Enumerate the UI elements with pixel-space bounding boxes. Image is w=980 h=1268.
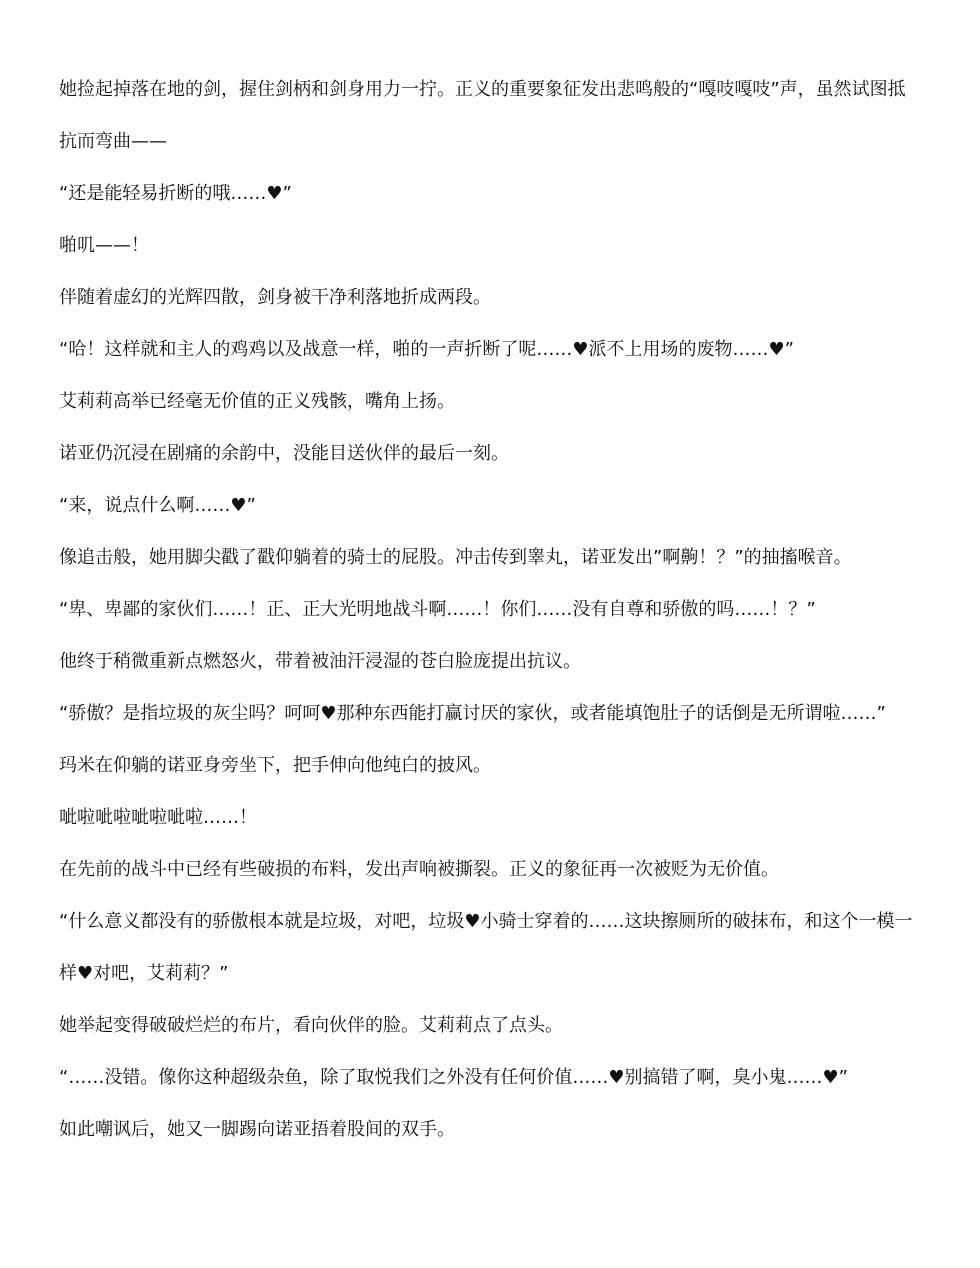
paragraph: 如此嘲讽后，她又一脚踢向诺亚捂着股间的双手。 xyxy=(59,1119,455,1140)
paragraph: “还是能轻易折断的哦……♥” xyxy=(59,183,292,204)
paragraph: “骄傲？是指垃圾的灰尘吗？呵呵♥那种东西能打赢讨厌的家伙，或者能填饱肚子的话倒是无所谓啦……” xyxy=(59,703,886,724)
paragraph: 呲啦呲啦呲啦呲啦……！ xyxy=(59,807,257,828)
paragraph: 她举起变得破破烂烂的布片，看向伙伴的脸。艾莉莉点了点头。 xyxy=(59,1015,563,1036)
paragraph: 艾莉莉高举已经毫无价值的正义残骸，嘴角上扬。 xyxy=(59,391,455,412)
paragraph: 像追击般，她用脚尖戳了戳仰躺着的骑士的屁股。冲击传到睾丸，诺亚发出”啊齁！？”的抽搐喉音。 xyxy=(59,547,852,568)
paragraph: “卑、卑鄙的家伙们……！正、正大光明地战斗啊……！你们……没有自尊和骄傲的吗……！？” xyxy=(59,599,816,620)
paragraph: 啪叽——！ xyxy=(59,235,149,256)
paragraph: 诺亚仍沉浸在剧痛的余韵中，没能目送伙伴的最后一刻。 xyxy=(59,443,509,464)
paragraph: 她捡起掉落在地的剑，握住剑柄和剑身用力一拧。正义的重要象征发出悲鸣般的“嘎吱嘎吱”声，虽然试图抵抗而弯曲—— xyxy=(59,79,906,152)
text-body xyxy=(59,64,921,1156)
paragraph: “什么意义都没有的骄傲根本就是垃圾，对吧，垃圾♥小骑士穿着的……这块擦厕所的破抹布，和这个一模一样♥对吧，艾莉莉？” xyxy=(59,911,913,984)
paragraph: 他终于稍微重新点燃怒火，带着被油汗浸湿的苍白脸庞提出抗议。 xyxy=(59,651,581,672)
paragraph: “来，说点什么啊……♥” xyxy=(59,495,256,516)
paragraph: 玛米在仰躺的诺亚身旁坐下，把手伸向他纯白的披风。 xyxy=(59,755,491,776)
paragraph: 伴随着虚幻的光辉四散，剑身被干净利落地折成两段。 xyxy=(59,287,491,308)
paragraph: 在先前的战斗中已经有些破损的布料，发出声响被撕裂。正义的象征再一次被贬为无价值。 xyxy=(59,859,779,880)
paragraph: “哈！这样就和主人的鸡鸡以及战意一样，啪的一声折断了呢……♥派不上用场的废物……♥” xyxy=(59,339,794,360)
paragraph: “……没错。像你这种超级杂鱼，除了取悦我们之外没有任何价值……♥别搞错了啊，臭小鬼……♥” xyxy=(59,1067,848,1088)
